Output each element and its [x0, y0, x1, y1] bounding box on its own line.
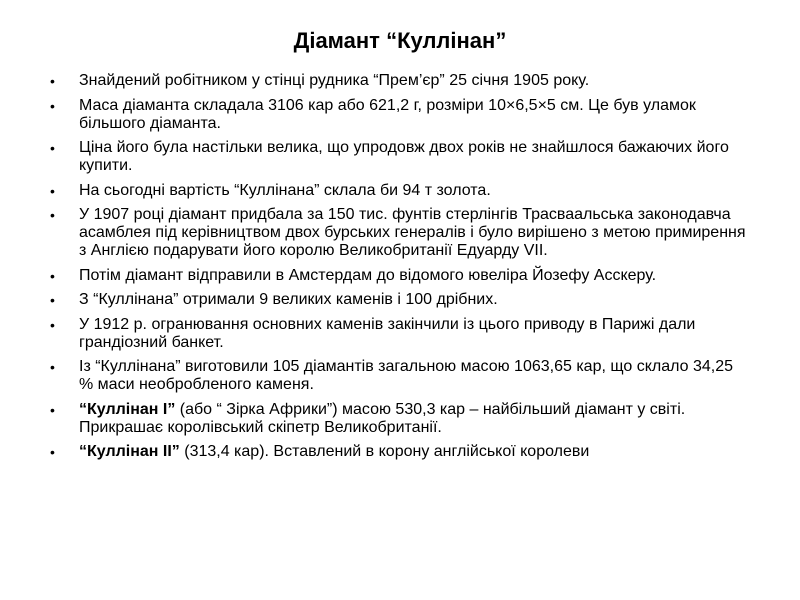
bullet-item-1 [50, 72, 750, 90]
bullet-item-3 [50, 139, 750, 175]
bullet-item-7 [50, 291, 750, 309]
bullet-icon: • [50, 97, 55, 114]
bullet-icon: • [50, 73, 55, 89]
bullet-icon: • [50, 292, 55, 308]
bullet-icon: • [50, 267, 55, 284]
bullet-item-9 [50, 358, 750, 394]
bullet-icon: • [50, 140, 55, 156]
bullet-text: (або “ Зірка Африки”) масою 530,3 кар – найбільший діамант у світі. Прикрашає королівський скіпетр Великобританії. [79, 400, 686, 436]
bullet-item-4 [50, 182, 750, 200]
slide-title: Діамант “Куллінан” [293, 28, 507, 53]
bullet-text: Ціна його була настільки велика, що упродовж двох років не знайшлося бажаючих його купити. [79, 139, 729, 174]
bullet-text: З “Куллінана” отримали 9 великих каменів і 100 дрібних. [79, 291, 498, 308]
bullet-list [50, 72, 750, 468]
bullet-text: Із “Куллінана” виготовили 105 діамантів загальною масою 1063,65 кар, що склало 34,25 % маси необробленого каменя. [79, 358, 734, 393]
bullet-icon: • [50, 359, 55, 375]
bullet-item-10 [50, 401, 750, 437]
bullet-text: (313,4 кар). Вставлений в корону англійської королеви [179, 443, 590, 460]
bullet-item-2 [50, 97, 750, 133]
bullet-text: На сьогодні вартість “Куллінана” склала би 94 т золота. [79, 181, 491, 199]
bullet-bold-text: “Куллінан І” [79, 400, 176, 418]
bullet-text: У 1912 р. огранювання основних каменів закінчили із цього приводу в Парижі дали грандіозний банкет. [79, 315, 696, 351]
bullet-text: Знайдений робітником у стінці рудника “Прем’єр” 25 січня 1905 року. [79, 72, 590, 89]
bullet-icon: • [50, 182, 55, 199]
bullet-item-5 [50, 206, 750, 260]
bullet-icon: • [50, 444, 55, 460]
bullet-item-6 [50, 267, 750, 285]
bullet-item-8 [50, 316, 750, 352]
bullet-icon: • [50, 316, 55, 333]
bullet-text: Потім діамант відправили в Амстердам до відомого ювеліра Йозефу Асскеру. [79, 266, 657, 284]
bullet-text: Маса діаманта складала 3106 кар або 621,2 г, розміри 10×6,5×5 см. Це був уламок більшого діаманта. [79, 96, 696, 132]
bullet-text: У 1907 році діамант придбала за 150 тис. фунтів стерлінгів Трасваальська законодавча асамблея під керівництвом двох бурських генералів і було вирішено з метою примирення з Англією подарувати його королю Великобританії Едуарду VII. [79, 206, 746, 259]
bullet-item-11 [50, 443, 750, 461]
bullet-icon: • [50, 401, 55, 418]
bullet-icon: • [50, 207, 55, 223]
bullet-bold-text: “Куллінан ІІ” [79, 443, 180, 460]
